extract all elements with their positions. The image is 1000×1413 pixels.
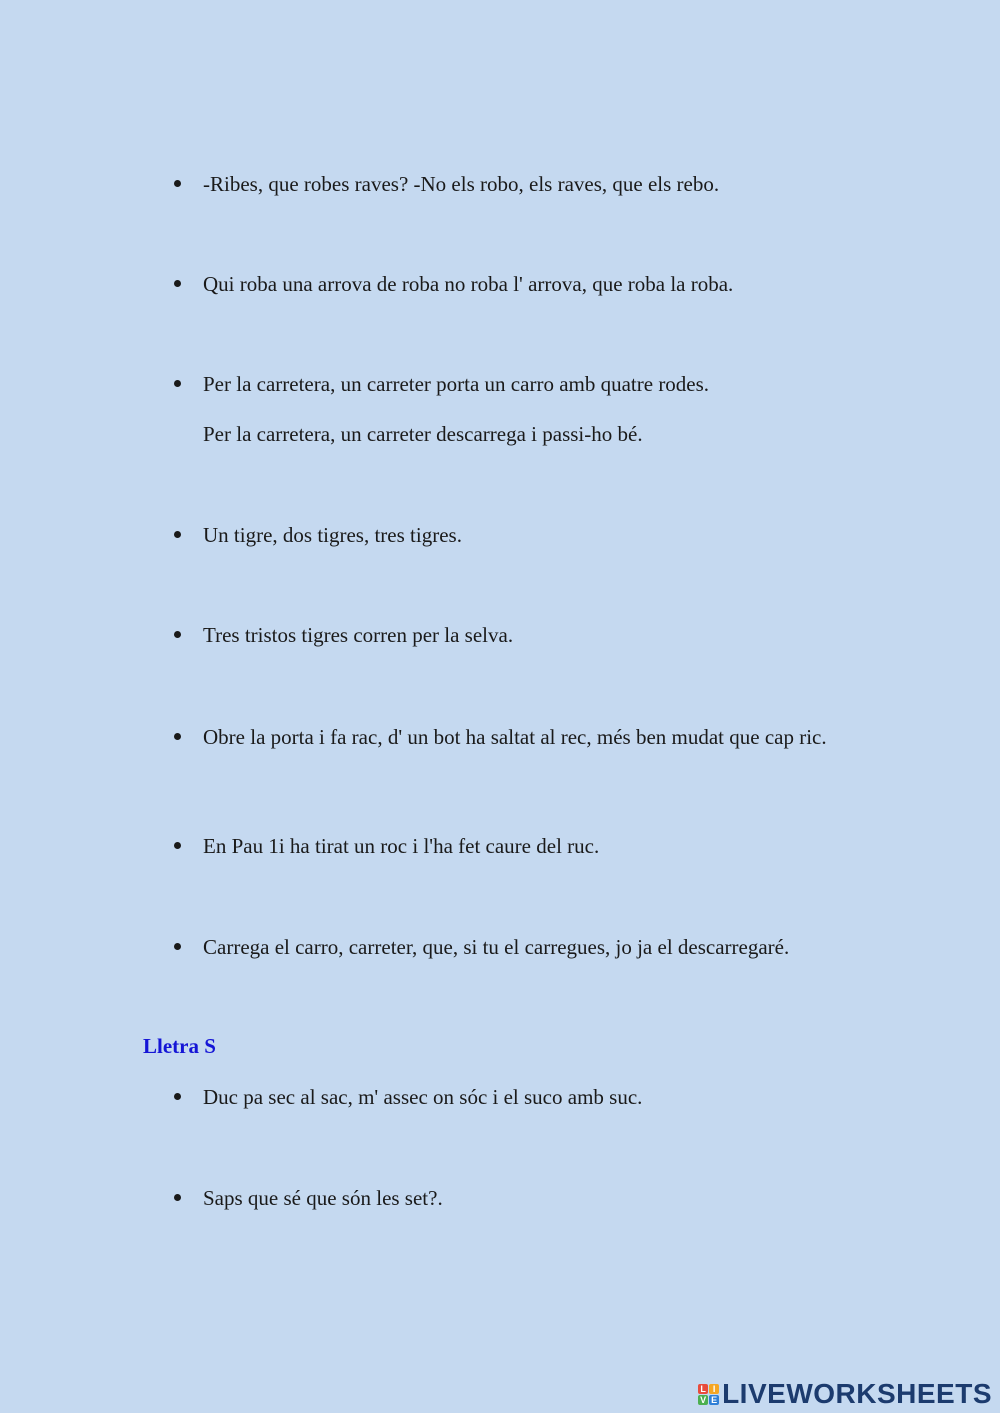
tongue-twister-7: En Pau 1i ha tirat un roc i l'ha fet caure del ruc.	[203, 834, 600, 858]
section-heading: Lletra S	[143, 1034, 216, 1058]
bullet	[174, 180, 181, 187]
logo-text: LIVEWORKSHEETS	[722, 1378, 992, 1409]
tongue-twister-3-continuation: Per la carretera, un carreter descarrega i passi-ho bé.	[203, 422, 643, 446]
bullet	[174, 1194, 181, 1201]
bullet	[174, 631, 181, 638]
tongue-twister-s-2: Saps que sé que són les set?.	[203, 1186, 443, 1210]
tongue-twister-s-1: Duc pa sec al sac, m' assec on sóc i el suco amb suc.	[203, 1085, 643, 1109]
logo-mark-icon: L I V E	[700, 1383, 718, 1405]
tongue-twister-3: Per la carretera, un carreter porta un carro amb quatre rodes.	[203, 372, 710, 396]
bullet	[174, 531, 181, 538]
bullet	[174, 733, 181, 740]
tongue-twister-1: -Ribes, que robes raves? -No els robo, els raves, que els rebo.	[203, 172, 720, 196]
liveworksheets-logo[interactable]	[698, 1379, 992, 1409]
tongue-twister-4: Un tigre, dos tigres, tres tigres.	[203, 523, 462, 547]
bullet	[174, 280, 181, 287]
bullet	[174, 842, 181, 849]
bullet	[174, 943, 181, 950]
bullet	[174, 380, 181, 387]
tongue-twister-8: Carrega el carro, carreter, que, si tu el carregues, jo ja el descarregaré.	[203, 935, 790, 959]
tongue-twister-5: Tres tristos tigres corren per la selva.	[203, 623, 514, 647]
tongue-twister-6: Obre la porta i fa rac, d' un bot ha saltat al rec, més ben mudat que cap ric.	[203, 725, 827, 749]
tongue-twister-2: Qui roba una arrova de roba no roba l' arrova, que roba la roba.	[203, 272, 734, 296]
bullet	[174, 1093, 181, 1100]
